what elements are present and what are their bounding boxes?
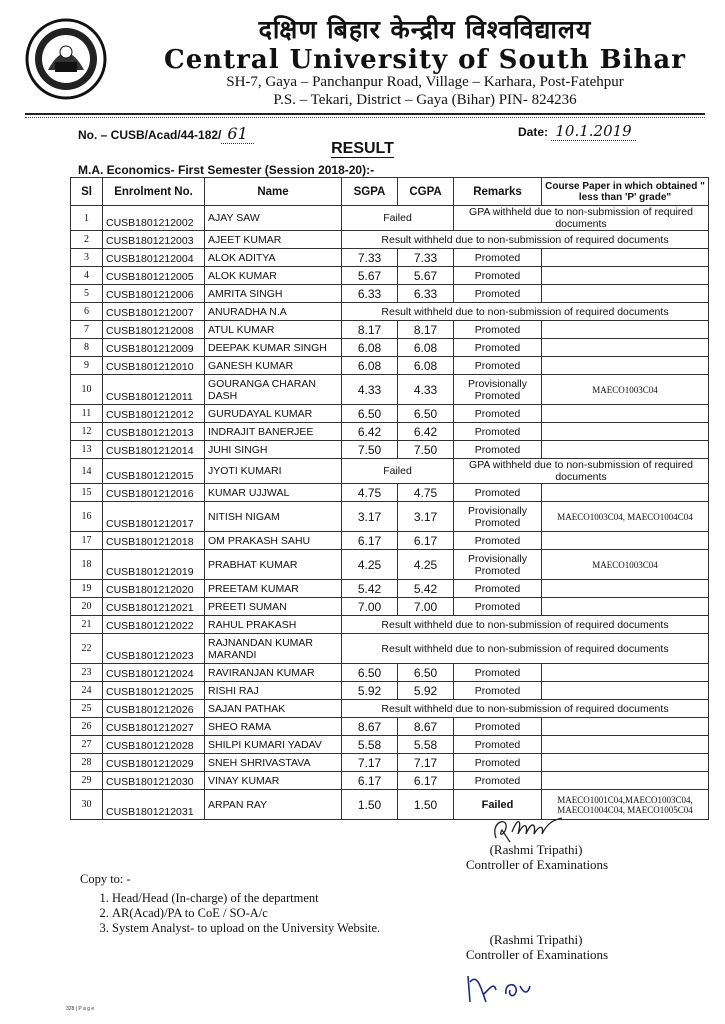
header-cgpa: CGPA (398, 178, 454, 206)
remarks-cell: Provisionally Promoted (454, 550, 542, 580)
sgpa-cell: 6.42 (342, 423, 398, 441)
serial-cell: 16 (71, 502, 103, 532)
serial-cell: 6 (71, 303, 103, 321)
name-cell: PREETI SUMAN (205, 598, 342, 616)
cgpa-cell: 6.50 (398, 664, 454, 682)
sgpa-cell: 5.42 (342, 580, 398, 598)
document-title: RESULT (331, 140, 394, 157)
course-paper-cell (542, 754, 709, 772)
serial-cell: 29 (71, 772, 103, 790)
serial-cell: 24 (71, 682, 103, 700)
enrolment-cell: CUSB1801212031 (103, 790, 205, 820)
copy-to-heading: Copy to: - (80, 872, 131, 886)
page-footer: 328 | P a g e (66, 1006, 95, 1012)
enrolment-cell: CUSB1801212013 (103, 423, 205, 441)
table-row (71, 790, 709, 820)
table-row (71, 206, 709, 231)
remarks-cell: Provisionally Promoted (454, 502, 542, 532)
enrolment-cell: CUSB1801212020 (103, 580, 205, 598)
enrolment-cell: CUSB1801212009 (103, 339, 205, 357)
name-cell: GANESH KUMAR (205, 357, 342, 375)
remarks-cell: Promoted (454, 718, 542, 736)
serial-cell: 8 (71, 339, 103, 357)
serial-cell: 25 (71, 700, 103, 718)
header-rule-dotted (25, 117, 705, 118)
table-row (71, 598, 709, 616)
serial-cell: 21 (71, 616, 103, 634)
withheld-note-cell: Result withheld due to non-submission of required documents (342, 700, 709, 718)
table-row (71, 357, 709, 375)
withheld-note-cell: Result withheld due to non-submission of required documents (342, 616, 709, 634)
address-line-2: P.S. – Tekari, District – Gaya (Bihar) PIN- 824236 (273, 92, 577, 108)
table-row (71, 484, 709, 502)
sgpa-cell: 6.50 (342, 664, 398, 682)
name-cell: INDRAJIT BANERJEE (205, 423, 342, 441)
name-cell: RAHUL PRAKASH (205, 616, 342, 634)
course-paper-cell (542, 736, 709, 754)
enrolment-cell: CUSB1801212011 (103, 375, 205, 405)
table-row (71, 459, 709, 484)
cgpa-cell: 4.25 (398, 550, 454, 580)
reference-handwritten: 61 (221, 124, 253, 144)
serial-cell: 28 (71, 754, 103, 772)
sgpa-cell: 8.17 (342, 321, 398, 339)
cgpa-cell: 7.17 (398, 754, 454, 772)
name-cell: ALOK ADITYA (205, 249, 342, 267)
name-cell: ALOK KUMAR (205, 267, 342, 285)
name-cell: PRABHAT KUMAR (205, 550, 342, 580)
serial-cell: 17 (71, 532, 103, 550)
university-seal-icon (25, 18, 107, 100)
reference-label: No. – CUSB/Acad/44-182/ (78, 128, 222, 142)
serial-cell: 19 (71, 580, 103, 598)
table-row (71, 423, 709, 441)
cgpa-cell: 5.92 (398, 682, 454, 700)
enrolment-cell: CUSB1801212015 (103, 459, 205, 484)
sgpa-cell: 7.50 (342, 441, 398, 459)
cgpa-cell: 8.67 (398, 718, 454, 736)
remarks-cell: Promoted (454, 580, 542, 598)
status-cell: Failed (342, 206, 454, 231)
table-row (71, 321, 709, 339)
course-paper-cell (542, 598, 709, 616)
header-course-paper: Course Paper in which obtained " less than 'P' grade" (542, 178, 709, 206)
enrolment-cell: CUSB1801212012 (103, 405, 205, 423)
header-remarks: Remarks (454, 178, 542, 206)
cgpa-cell: 6.17 (398, 532, 454, 550)
table-row (71, 231, 709, 249)
signatory-name-2: (Rashmi Tripathi) (489, 932, 583, 947)
cgpa-cell: 4.33 (398, 375, 454, 405)
name-cell: GOURANGA CHARAN DASH (205, 375, 342, 405)
table-row (71, 664, 709, 682)
cgpa-cell: 6.50 (398, 405, 454, 423)
course-paper-cell (542, 664, 709, 682)
course-paper-cell: MAECO1003C04, MAECO1004C04 (542, 502, 709, 532)
serial-cell: 30 (71, 790, 103, 820)
remarks-cell: Promoted (454, 285, 542, 303)
cgpa-cell: 5.67 (398, 267, 454, 285)
gpa-withheld-note-cell: GPA withheld due to non-submission of required documents (454, 459, 709, 484)
enrolment-cell: CUSB1801212003 (103, 231, 205, 249)
table-row (71, 682, 709, 700)
serial-cell: 2 (71, 231, 103, 249)
remarks-cell: Promoted (454, 441, 542, 459)
name-cell: SNEH SHRIVASTAVA (205, 754, 342, 772)
result-table (70, 177, 709, 820)
name-cell: RISHI RAJ (205, 682, 342, 700)
enrolment-cell: CUSB1801212002 (103, 206, 205, 231)
sgpa-cell: 7.00 (342, 598, 398, 616)
header-sl: Sl (71, 178, 103, 206)
name-cell: ARPAN RAY (205, 790, 342, 820)
header-enrolment: Enrolment No. (103, 178, 205, 206)
sgpa-cell: 4.25 (342, 550, 398, 580)
serial-cell: 18 (71, 550, 103, 580)
date-handwritten: 10.1.2019 (551, 122, 635, 141)
name-cell: ATUL KUMAR (205, 321, 342, 339)
enrolment-cell: CUSB1801212027 (103, 718, 205, 736)
course-paper-cell (542, 532, 709, 550)
table-row (71, 580, 709, 598)
serial-cell: 5 (71, 285, 103, 303)
withheld-note-cell: Result withheld due to non-submission of required documents (342, 303, 709, 321)
serial-cell: 11 (71, 405, 103, 423)
remarks-cell: Promoted (454, 339, 542, 357)
enrolment-cell: CUSB1801212007 (103, 303, 205, 321)
remarks-cell: Promoted (454, 267, 542, 285)
enrolment-cell: CUSB1801212017 (103, 502, 205, 532)
serial-cell: 14 (71, 459, 103, 484)
cgpa-cell: 6.17 (398, 772, 454, 790)
sgpa-cell: 6.17 (342, 772, 398, 790)
table-row (71, 616, 709, 634)
name-cell: NITISH NIGAM (205, 502, 342, 532)
table-row (71, 718, 709, 736)
sgpa-cell: 7.17 (342, 754, 398, 772)
table-row (71, 375, 709, 405)
enrolment-cell: CUSB1801212005 (103, 267, 205, 285)
table-row (71, 532, 709, 550)
table-header-row (71, 178, 709, 206)
sgpa-cell: 1.50 (342, 790, 398, 820)
course-paper-cell (542, 772, 709, 790)
enrolment-cell: CUSB1801212010 (103, 357, 205, 375)
enrolment-cell: CUSB1801212016 (103, 484, 205, 502)
cgpa-cell: 1.50 (398, 790, 454, 820)
sgpa-cell: 6.08 (342, 357, 398, 375)
name-cell: RAVIRANJAN KUMAR (205, 664, 342, 682)
course-line: M.A. Economics- First Semester (Session 2018-20):- (78, 163, 375, 177)
name-cell: SHILPI KUMARI YADAV (205, 736, 342, 754)
table-row (71, 550, 709, 580)
serial-cell: 1 (71, 206, 103, 231)
header-name: Name (205, 178, 342, 206)
enrolment-cell: CUSB1801212025 (103, 682, 205, 700)
enrolment-cell: CUSB1801212030 (103, 772, 205, 790)
name-cell: SAJAN PATHAK (205, 700, 342, 718)
table-row (71, 267, 709, 285)
remarks-cell: Promoted (454, 405, 542, 423)
course-paper-cell (542, 267, 709, 285)
serial-cell: 7 (71, 321, 103, 339)
name-cell: JYOTI KUMARI (205, 459, 342, 484)
course-paper-cell (542, 423, 709, 441)
remarks-cell: Promoted (454, 321, 542, 339)
enrolment-cell: CUSB1801212006 (103, 285, 205, 303)
serial-cell: 20 (71, 598, 103, 616)
status-cell: Failed (342, 459, 454, 484)
serial-cell: 27 (71, 736, 103, 754)
remarks-cell: Promoted (454, 772, 542, 790)
table-row (71, 754, 709, 772)
sgpa-cell: 5.92 (342, 682, 398, 700)
course-paper-cell: MAECO1003C04 (542, 550, 709, 580)
name-cell: AJAY SAW (205, 206, 342, 231)
table-row (71, 441, 709, 459)
enrolment-cell: CUSB1801212022 (103, 616, 205, 634)
table-row (71, 285, 709, 303)
cgpa-cell: 5.42 (398, 580, 454, 598)
initials-image (460, 968, 540, 1008)
enrolment-cell: CUSB1801212021 (103, 598, 205, 616)
name-cell: VINAY KUMAR (205, 772, 342, 790)
header-sgpa: SGPA (342, 178, 398, 206)
course-paper-cell (542, 484, 709, 502)
table-row (71, 700, 709, 718)
university-name: Central University of South Bihar (164, 45, 686, 75)
enrolment-cell: CUSB1801212029 (103, 754, 205, 772)
sgpa-cell: 5.67 (342, 267, 398, 285)
name-cell: AMRITA SINGH (205, 285, 342, 303)
cgpa-cell: 6.42 (398, 423, 454, 441)
table-row (71, 634, 709, 664)
table-row (71, 405, 709, 423)
name-cell: ANURADHA N.A (205, 303, 342, 321)
cgpa-cell: 5.58 (398, 736, 454, 754)
cgpa-cell: 7.00 (398, 598, 454, 616)
sgpa-cell: 6.33 (342, 285, 398, 303)
gpa-withheld-note-cell: GPA withheld due to non-submission of required documents (454, 206, 709, 231)
cgpa-cell: 4.75 (398, 484, 454, 502)
table-row (71, 736, 709, 754)
course-paper-cell (542, 405, 709, 423)
course-paper-cell (542, 718, 709, 736)
remarks-cell: Failed (454, 790, 542, 820)
sgpa-cell: 7.33 (342, 249, 398, 267)
remarks-cell: Promoted (454, 682, 542, 700)
cgpa-cell: 7.50 (398, 441, 454, 459)
course-paper-cell (542, 339, 709, 357)
name-cell: OM PRAKASH SAHU (205, 532, 342, 550)
remarks-cell: Promoted (454, 357, 542, 375)
remarks-cell: Promoted (454, 598, 542, 616)
serial-cell: 12 (71, 423, 103, 441)
enrolment-cell: CUSB1801212014 (103, 441, 205, 459)
cgpa-cell: 8.17 (398, 321, 454, 339)
serial-cell: 9 (71, 357, 103, 375)
remarks-cell: Provisionally Promoted (454, 375, 542, 405)
signature-image (488, 812, 568, 846)
copy-to-item: 3. System Analyst- to upload on the University Website. (112, 921, 380, 936)
table-row (71, 339, 709, 357)
enrolment-cell: CUSB1801212019 (103, 550, 205, 580)
enrolment-cell: CUSB1801212004 (103, 249, 205, 267)
course-paper-cell: MAECO1001C04,MAECO1003C04, MAECO1004C04, MAECO1005C04 (542, 790, 709, 820)
remarks-cell: Promoted (454, 484, 542, 502)
sgpa-cell: 5.58 (342, 736, 398, 754)
date (518, 122, 636, 140)
serial-cell: 22 (71, 634, 103, 664)
cgpa-cell: 6.08 (398, 339, 454, 357)
header-rule (25, 113, 705, 115)
enrolment-cell: CUSB1801212028 (103, 736, 205, 754)
sgpa-cell: 4.75 (342, 484, 398, 502)
name-cell: KUMAR UJJWAL (205, 484, 342, 502)
name-cell: RAJNANDAN KUMAR MARANDI (205, 634, 342, 664)
serial-cell: 15 (71, 484, 103, 502)
withheld-note-cell: Result withheld due to non-submission of required documents (342, 634, 709, 664)
sgpa-cell: 6.17 (342, 532, 398, 550)
serial-cell: 23 (71, 664, 103, 682)
copy-to-item: 1. Head/Head (In-charge) of the department (112, 891, 380, 906)
cgpa-cell: 7.33 (398, 249, 454, 267)
course-paper-cell: MAECO1003C04 (542, 375, 709, 405)
remarks-cell: Promoted (454, 249, 542, 267)
table-row (71, 772, 709, 790)
date-label: Date: (518, 125, 549, 139)
course-paper-cell (542, 682, 709, 700)
table-row (71, 502, 709, 532)
name-cell: GURUDAYAL KUMAR (205, 405, 342, 423)
enrolment-cell: CUSB1801212023 (103, 634, 205, 664)
address-line-1: SH-7, Gaya – Panchanpur Road, Village – Karhara, Post-Fatehpur (226, 74, 624, 90)
signatory-name: (Rashmi Tripathi) (489, 842, 583, 857)
sgpa-cell: 3.17 (342, 502, 398, 532)
table-body (71, 206, 709, 820)
cgpa-cell: 3.17 (398, 502, 454, 532)
withheld-note-cell: Result withheld due to non-submission of required documents (342, 231, 709, 249)
serial-cell: 4 (71, 267, 103, 285)
enrolment-cell: CUSB1801212018 (103, 532, 205, 550)
name-cell: AJEET KUMAR (205, 231, 342, 249)
university-name-hindi: दक्षिण बिहार केन्द्रीय विश्वविद्यालय (258, 15, 592, 44)
serial-cell: 13 (71, 441, 103, 459)
name-cell: DEEPAK KUMAR SINGH (205, 339, 342, 357)
table-row (71, 303, 709, 321)
remarks-cell: Promoted (454, 532, 542, 550)
copy-to-section (80, 872, 380, 936)
cgpa-cell: 6.08 (398, 357, 454, 375)
serial-cell: 26 (71, 718, 103, 736)
copy-to-list (98, 891, 380, 936)
enrolment-cell: CUSB1801212008 (103, 321, 205, 339)
sgpa-cell: 6.50 (342, 405, 398, 423)
course-paper-cell (542, 357, 709, 375)
course-paper-cell (542, 249, 709, 267)
course-paper-cell (542, 285, 709, 303)
name-cell: PREETAM KUMAR (205, 580, 342, 598)
serial-cell: 3 (71, 249, 103, 267)
remarks-cell: Promoted (454, 754, 542, 772)
course-paper-cell (542, 321, 709, 339)
signatory-title-2: Controller of Examinations (465, 947, 609, 962)
remarks-cell: Promoted (454, 423, 542, 441)
name-cell: SHEO RAMA (205, 718, 342, 736)
sgpa-cell: 6.08 (342, 339, 398, 357)
course-paper-cell (542, 441, 709, 459)
cgpa-cell: 6.33 (398, 285, 454, 303)
copy-to-item: 2. AR(Acad)/PA to CoE / SO-A/c (112, 906, 380, 921)
table-row (71, 249, 709, 267)
enrolment-cell: CUSB1801212026 (103, 700, 205, 718)
enrolment-cell: CUSB1801212024 (103, 664, 205, 682)
serial-cell: 10 (71, 375, 103, 405)
remarks-cell: Promoted (454, 736, 542, 754)
name-cell: JUHI SINGH (205, 441, 342, 459)
signatory-title: Controller of Examinations (465, 857, 609, 872)
course-paper-cell (542, 580, 709, 598)
sgpa-cell: 4.33 (342, 375, 398, 405)
sgpa-cell: 8.67 (342, 718, 398, 736)
remarks-cell: Promoted (454, 664, 542, 682)
